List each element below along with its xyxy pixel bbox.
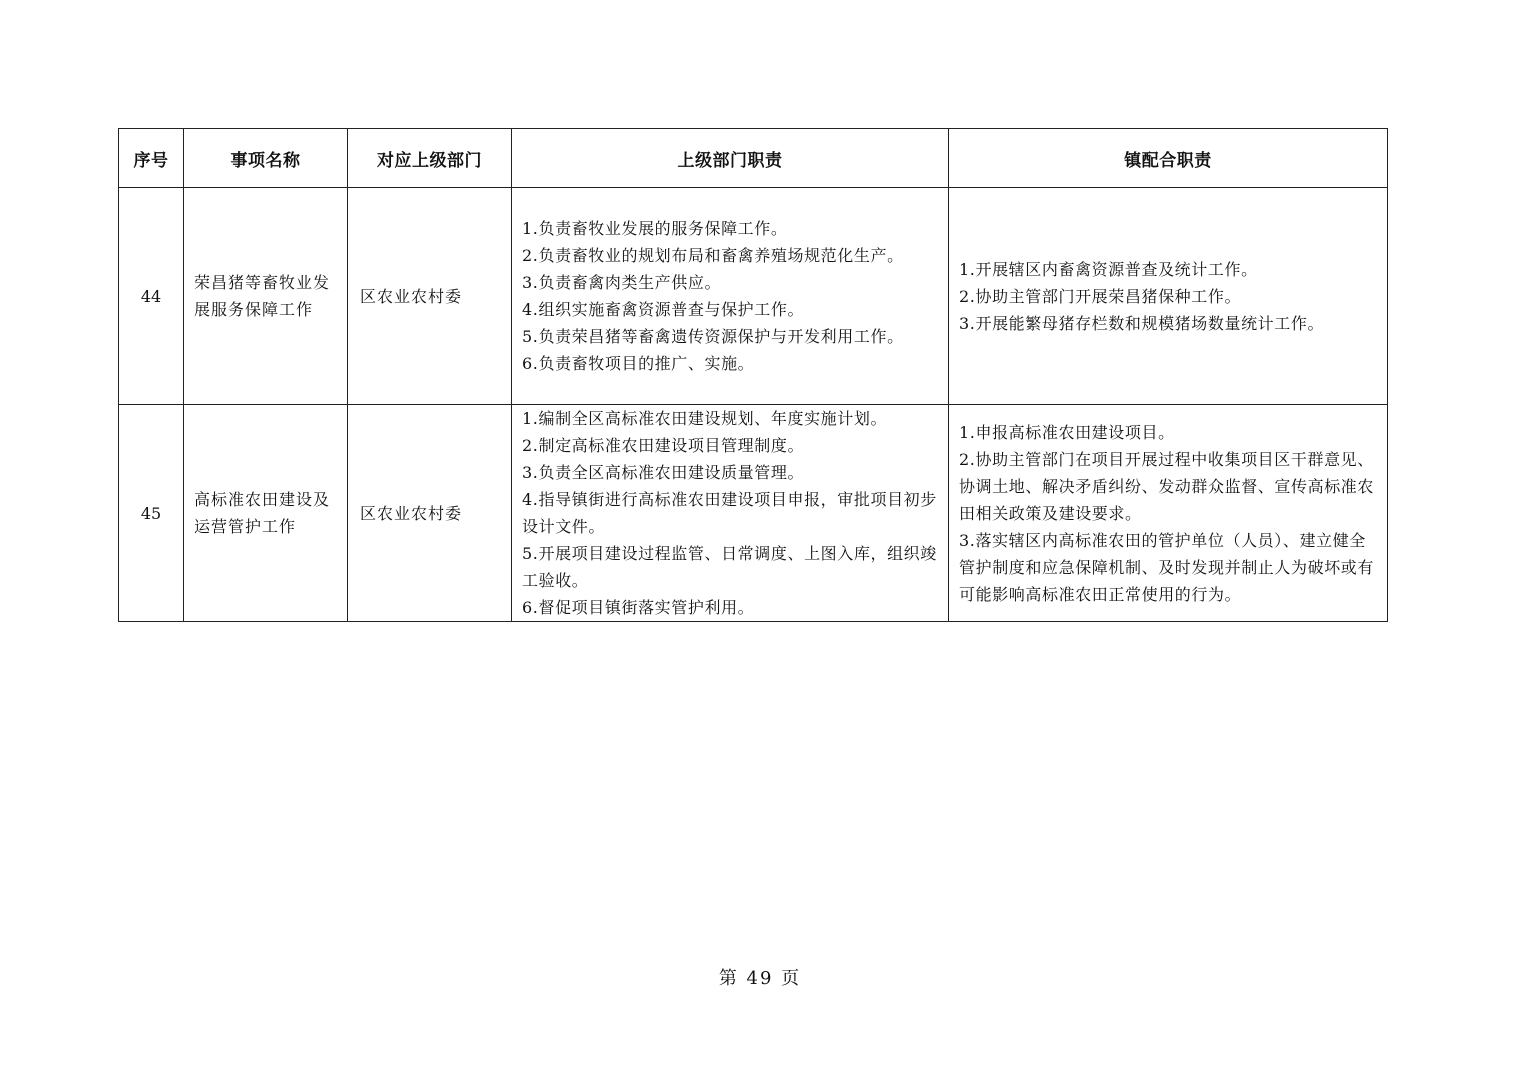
duty-list-item: 5.开展项目建设过程监管、日常调度、上图入库，组织竣工验收。 (522, 544, 937, 590)
duty-list-item: 2.负责畜牧业的规划布局和畜禽养殖场规范化生产。 (522, 246, 904, 265)
row-item-name: 高标准农田建设及运营管护工作 (184, 405, 348, 622)
header-upper-duties: 上级部门职责 (512, 129, 949, 188)
duty-list-item: 1.编制全区高标准农田建设规划、年度实施计划。 (522, 409, 888, 428)
row-index: 44 (119, 188, 184, 405)
row-upper-duties (512, 405, 949, 622)
duty-list-item: 6.负责畜牧项目的推广、实施。 (522, 354, 755, 373)
duty-list-item: 2.制定高标准农田建设项目管理制度。 (522, 436, 805, 455)
row-item-name: 荣昌猪等畜牧业发展服务保障工作 (184, 188, 348, 405)
duty-list-item: 3.落实辖区内高标准农田的管护单位（人员）、建立健全管护制度和应急保障机制、及时发现并制止人为破坏或有可能影响高标准农田正常使用的行为。 (959, 530, 1375, 604)
duty-list-item: 2.协助主管部门开展荣昌猪保种工作。 (959, 286, 1242, 306)
header-upper-dept: 对应上级部门 (348, 129, 512, 188)
duty-list-item: 4.组织实施畜禽资源普查与保护工作。 (522, 300, 805, 319)
duty-list-item: 1.开展辖区内畜禽资源普查及统计工作。 (959, 259, 1258, 279)
duty-table (118, 128, 1388, 622)
duty-list-item: 3.负责畜禽肉类生产供应。 (522, 273, 722, 292)
row-town-duties (949, 405, 1388, 622)
header-town-duties: 镇配合职责 (949, 129, 1388, 188)
duty-list-item: 2.协助主管部门在项目开展过程中收集项目区干群意见、协调土地、解决矛盾纠纷、发动群众监督、宣传高标准农田相关政策及建设要求。 (959, 449, 1375, 523)
duty-list-item: 3.负责全区高标准农田建设质量管理。 (522, 463, 805, 482)
duty-list-item: 4.指导镇街进行高标准农田建设项目申报，审批项目初步设计文件。 (522, 490, 937, 536)
header-index: 序号 (119, 129, 184, 188)
row-upper-dept: 区农业农村委 (348, 405, 512, 622)
page-number: 第 49 页 (718, 968, 802, 989)
row-upper-dept: 区农业农村委 (348, 188, 512, 405)
duty-list-item: 3.开展能繁母猪存栏数和规模猪场数量统计工作。 (959, 313, 1325, 333)
row-town-duties (949, 188, 1388, 405)
duty-list-item: 6.督促项目镇街落实管护利用。 (522, 598, 755, 617)
duty-list-item: 1.负责畜牧业发展的服务保障工作。 (522, 219, 788, 238)
duty-list-item: 5.负责荣昌猪等畜禽遗传资源保护与开发利用工作。 (522, 327, 904, 346)
duty-list-item: 1.申报高标准农田建设项目。 (959, 422, 1175, 442)
row-upper-duties (512, 188, 949, 405)
table-row (119, 405, 1388, 622)
table-header-row (119, 129, 1388, 188)
row-index: 45 (119, 405, 184, 622)
table-row (119, 188, 1388, 405)
header-item-name: 事项名称 (184, 129, 348, 188)
